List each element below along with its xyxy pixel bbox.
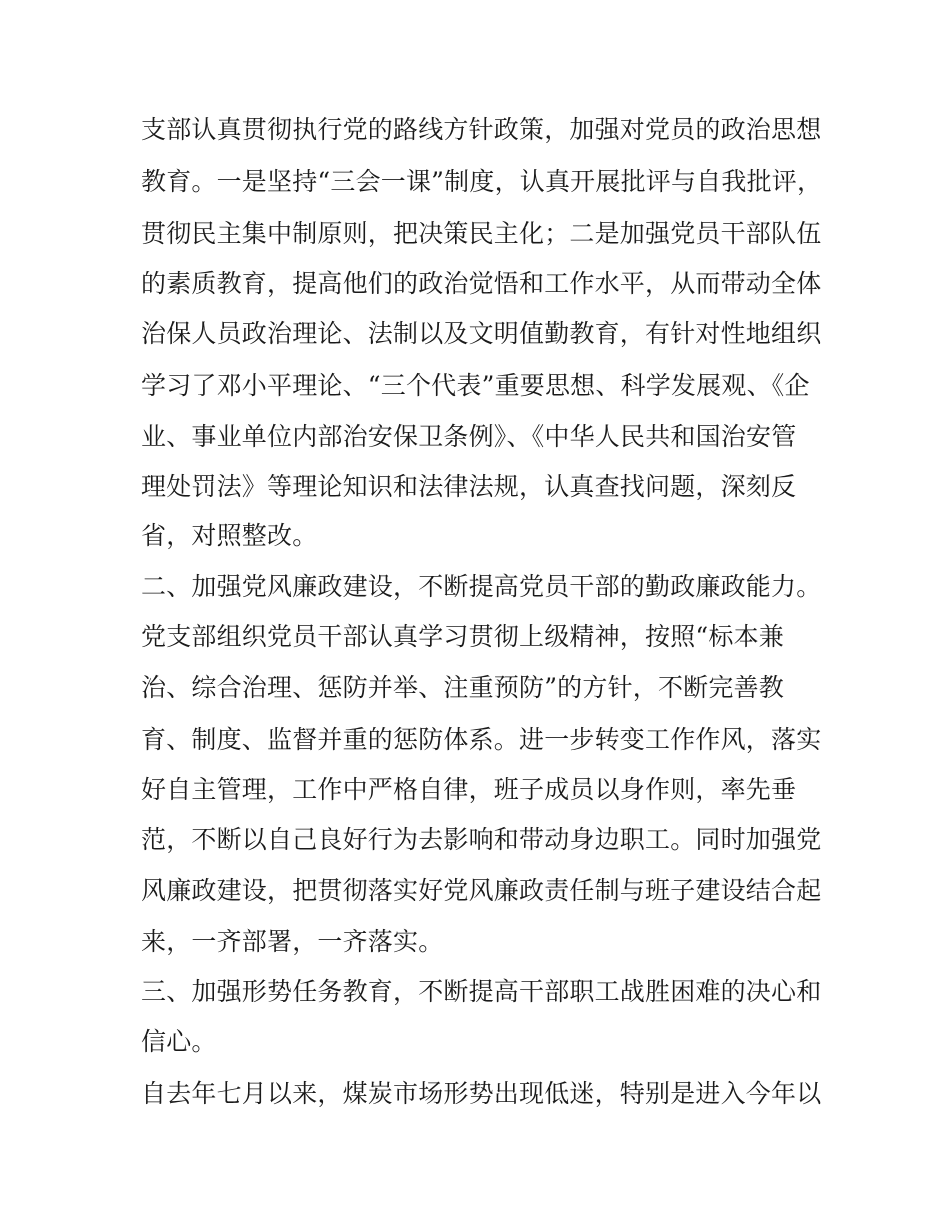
text-line: 教育。一是坚持“三会一课”制度，认真开展批评与自我批评， <box>141 167 823 196</box>
text-line: 好自主管理，工作中严格自律，班子成员以身作则，率先垂 <box>141 775 797 804</box>
text-line: 学习了邓小平理论、“三个代表”重要思想、科学发展观、《企 <box>141 371 810 400</box>
text-line: 信心。 <box>141 1027 217 1056</box>
text-line: 治保人员政治理论、法制以及文明值勤教育，有针对性地组织 <box>141 319 822 348</box>
text-line: 理处罚法》等理论知识和法律法规，认真查找问题，深刻反 <box>141 472 797 501</box>
text-line: 来，一齐部署，一齐落实。 <box>141 927 444 956</box>
section-heading: 三、加强形势任务教育，不断提高干部职工战胜困难的决心和 <box>141 977 822 1006</box>
text-line: 业、事业单位内部治安保卫条例》、《中华人民共和国治安管 <box>141 422 797 451</box>
text-line: 治、综合治理、惩防并举、注重预防”的方针，不断完善教 <box>141 673 784 702</box>
text-line: 自去年七月以来，煤炭市场形势出现低迷，特别是进入今年以 <box>141 1079 822 1108</box>
text-line: 范，不断以自己良好行为去影响和带动身边职工。同时加强党 <box>141 825 822 854</box>
section-heading: 二、加强党风廉政建设，不断提高党员干部的勤政廉政能力。 <box>141 572 822 601</box>
text-line: 育、制度、监督并重的惩防体系。进一步转变工作作风，落实 <box>141 725 822 754</box>
text-line: 风廉政建设，把贯彻落实好党风廉政责任制与班子建设结合起 <box>141 876 822 905</box>
text-line: 支部认真贯彻执行党的路线方针政策，加强对党员的政治思想 <box>141 115 822 144</box>
text-line: 省，对照整改。 <box>141 521 318 550</box>
text-line: 的素质教育，提高他们的政治觉悟和工作水平，从而带动全体 <box>141 269 822 298</box>
text-line: 党支部组织党员干部认真学习贯彻上级精神，按照“标本兼 <box>141 622 784 651</box>
text-line: 贯彻民主集中制原则，把决策民主化；二是加强党员干部队伍 <box>141 219 822 248</box>
